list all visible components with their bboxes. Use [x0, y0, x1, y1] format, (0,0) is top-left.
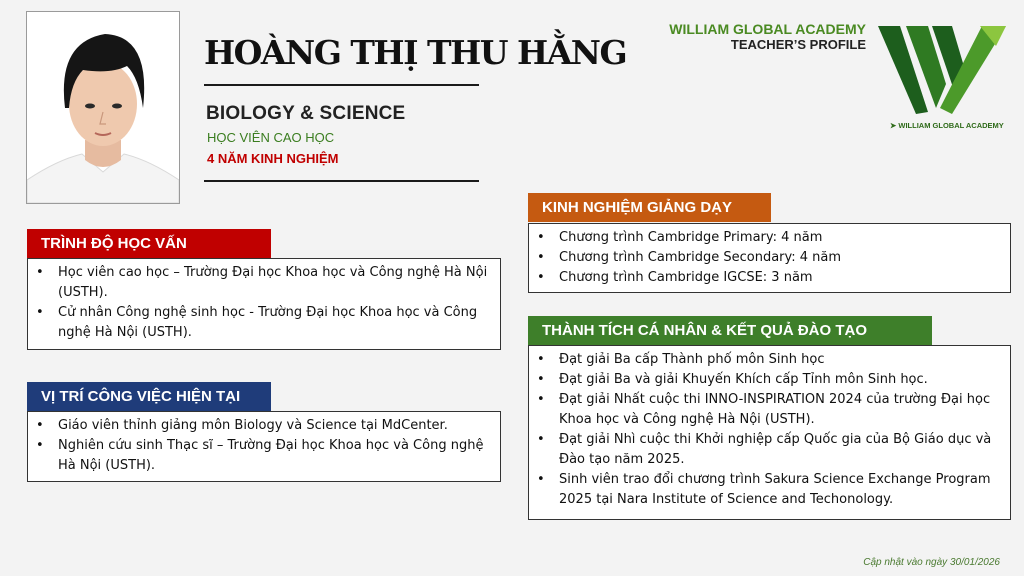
portrait-image [27, 12, 179, 203]
list-item: • Đạt giải Ba và giải Khuyến Khích cấp Tỉnh môn Sinh học. [559, 370, 1002, 390]
list-item: • Chương trình Cambridge IGCSE: 3 năm [559, 268, 1002, 288]
list-item: • Chương trình Cambridge Secondary: 4 năm [559, 248, 1002, 268]
updated-date: Cập nhật vào ngày 30/01/2026 [863, 557, 1000, 568]
list-item: • Học viên cao học – Trường Đại học Khoa học và Công nghệ Hà Nội (USTH). [58, 263, 492, 303]
achievements-header: THÀNH TÍCH CÁ NHÂN & KẾT QUẢ ĐÀO TẠO [528, 316, 932, 345]
list-item: • Giáo viên thỉnh giảng môn Biology và Science tại MdCenter. [58, 416, 492, 436]
list-item: • Cử nhân Công nghệ sinh học - Trường Đại học Khoa học và Công nghệ Hà Nội (USTH). [58, 303, 492, 343]
experience-label: 4 NĂM KINH NGHIỆM [207, 151, 339, 166]
position-box [27, 411, 501, 482]
list-item: • Đạt giải Ba cấp Thành phố môn Sinh học [559, 350, 1002, 370]
academy-logo-icon [876, 22, 1008, 132]
achievements-box [528, 345, 1011, 520]
position-list [28, 412, 500, 480]
teaching-header: KINH NGHIỆM GIẢNG DẠY [528, 193, 771, 222]
name-divider [204, 84, 479, 86]
subject-title: BIOLOGY & SCIENCE [206, 103, 406, 124]
teaching-box [528, 223, 1011, 293]
profile-photo [26, 11, 180, 204]
achievements-list [529, 346, 1010, 514]
list-item: • Đạt giải Nhất cuộc thi INNO-INSPIRATION 2024 của trường Đại học Khoa học và Công nghệ Hà Nội (USTH). [559, 390, 1002, 430]
teaching-list [529, 224, 1010, 292]
degree-label: HỌC VIÊN CAO HỌC [207, 130, 335, 145]
list-item: • Chương trình Cambridge Primary: 4 năm [559, 228, 1002, 248]
logo-caption: ➤ WILLIAM GLOBAL ACADEMY [890, 121, 1004, 130]
school-name: WILLIAM GLOBAL ACADEMY [669, 21, 866, 37]
education-list [28, 259, 500, 347]
info-divider [204, 180, 479, 182]
list-item: • Sinh viên trao đổi chương trình Sakura Science Exchange Program 2025 tại Nara Institute of Science and Techonology. [559, 470, 1002, 510]
education-header: TRÌNH ĐỘ HỌC VẤN [27, 229, 271, 258]
list-item: • Nghiên cứu sinh Thạc sĩ – Trường Đại học Khoa học và Công nghệ Hà Nội (USTH). [58, 436, 492, 476]
position-header: VỊ TRÍ CÔNG VIỆC HIỆN TẠI [27, 382, 271, 411]
brand-block [669, 22, 866, 52]
teacher-name: HOÀNG THỊ THU HẰNG [204, 33, 627, 72]
education-box [27, 258, 501, 350]
list-item: • Đạt giải Nhì cuộc thi Khởi nghiệp cấp Quốc gia của Bộ Giáo dục và Đào tạo năm 2025. [559, 430, 1002, 470]
profile-subtitle: TEACHER’S PROFILE [730, 37, 866, 52]
